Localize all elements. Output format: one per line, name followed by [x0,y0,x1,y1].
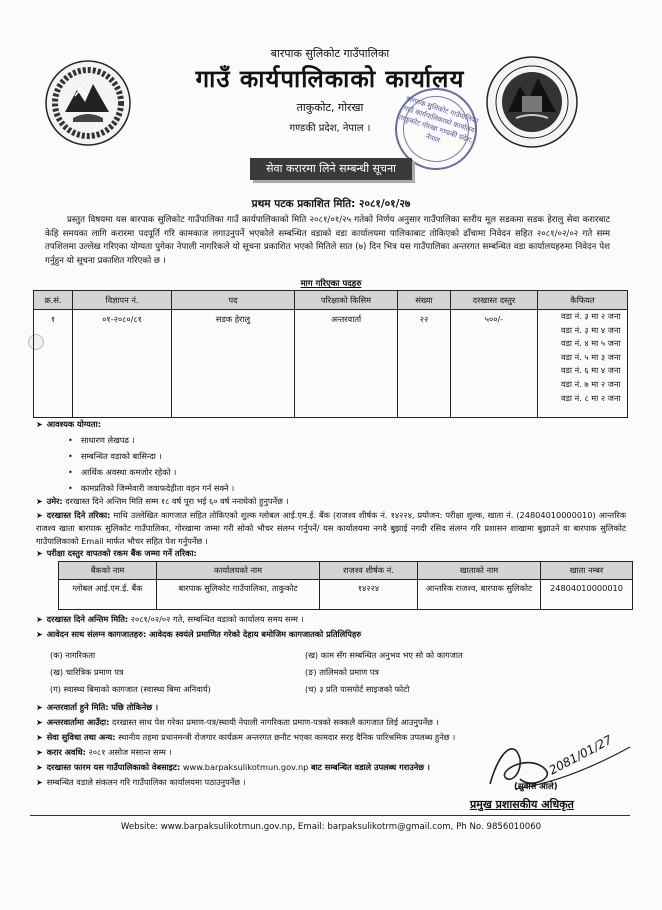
cell-sn: १ [34,310,73,418]
collection-note: ➤ सम्बन्धित वडाले संकलन गरि गाउँपालिका कार्यालयमा पठाउनुपर्नेछ । [36,777,246,787]
municipality-name: बारपाक सुलिकोट गाउँपालिका [270,47,390,60]
remark-line: वडा नं. ३ मा २ जना [561,311,621,321]
col-count: संख्या [398,291,451,310]
interview-date: ➤ अन्तरवार्ता हुने मिति: पछि तोकिनेछ । [36,702,159,712]
facilities: ➤ सेवा सुविधा तथा अन्य: स्थानीय तहमा प्रधानमन्त्री रोजगार कार्यक्रम अन्तरगत छनौट भएका कामदार सरह दैनिक पारिश्रमिक उपलब्ध हुनेछ । [36,732,456,742]
bank-col-office: कार्यालयको नाम [157,562,320,580]
remark-line: वडा नं. ३ मा ४ जना [561,324,621,335]
remark-line: वडा नं. ७ मा २ जना [561,378,621,389]
contract-period: ➤ करार अवधि: २०८१ असोज मसान्त सम्म । [36,747,172,757]
age-requirement: ➤ उमेर: दरखास्त दिने अन्तिम मिति सम्म १८ वर्ष पूरा भई ६० वर्ष ननाघेको हुनुपर्नेछ । [36,496,289,506]
municipality-logo-right-icon [486,56,578,148]
interview-note: ➤ अन्तरवार्तामा आउँदा: दरखास्त साथ पेश गरेका प्रमाण-पत्र/स्थायी नेपाली नागरिकता प्रमाण-पत्रको सक्कलै कागजात लिई आउनुपर्नेछ । [36,717,439,727]
notice-banner: सेवा करारमा लिने सम्बन्धी सूचना [250,158,412,180]
bank-header-row [59,562,633,580]
list-item: (ख) चारित्रिक प्रमाण पत्र [50,667,124,677]
cell-office: बारपाक सुलिकोट गाउँपालिका, ताकुकोट [157,580,320,610]
col-fee: दरखास्त दस्तुर [451,291,538,310]
positions-header-row [34,291,628,310]
list-item: • साधारण लेखपढ । [68,435,135,445]
office-title: गाउँ कार्यपालिकाको कार्यालय [195,65,465,93]
list-item: • कामप्रतिको जिम्मेवारी जवाफदेहीता वहन गर्न सक्ने । [68,483,235,493]
documents-heading: ➤ आवेदन साथ संलग्न कागजातहरु: आवेदक स्वयंले प्रमाणित गरेको देहाय बमोजिम कागजातको प्रतिलिपिहरु [36,629,362,639]
bank-col-bank: बैंकको नाम [59,562,157,580]
col-sn: क्र.सं. [34,291,73,310]
list-item: • आर्थिक अवस्था कमजोर रहेको । [68,467,177,477]
bank-table [58,561,633,610]
signatory-name: (सुवास आले) [514,782,558,792]
notice-body: प्रस्तुत विषयमा यस बारपाक सुलिकोट गाउँपालिका गाउँ कार्यपालिकाको मिति २०८१/०१/२५ गतेको निर्णय अनुसार गाउँपालिका स्तरीय मूल सडकमा सडक हेरालु सेवा करारबाट केहि समयका लागि करारमा पदपूर्ति गरि कामकाज लगाउनुपर्ने भएकोले सम्बन्धित वडाको वडा कार्यालयमा पालिकाबाट तोकिएको ढाँचामा निवेदन सहित २०८१/०२/०२ गते सम्म तपशिलमा उल्लेख गरिएका योग्यता पुगेका नेपाली नागरिकले यो सूचना प्रकाशित भएको मितिले सात (७) दिन भित्र यस गाउँपालिका अन्तरगत सम्बन्धित वडा कार्यालयहरुमा निवेदन पेश गर्नुहुन यो सूचना प्रकाशित गरिएको छ । [45,215,610,266]
bank-col-account-name: खाताको नाम [418,562,541,580]
col-post: पद [172,291,295,310]
cell-ad-no: ०१-२०८०/८१ [73,310,172,418]
nepal-emblem-left-icon [45,60,131,146]
remark-line: वडा नं. ८ मा २ जना [561,392,621,403]
remark-line: वडा नं. ५ मा ३ जना [561,351,621,362]
deadline: ➤ दरखास्त दिने अन्तिम मिति: २०८१/०२/०२ गते, सम्बन्धित वडाको कार्यालय समय सम्म । [36,614,304,624]
footer-contact: Website: www.barpaksulikotmun.gov.np, Email: barpaksulikotrm@gmail.com, Ph No. 9856010060 [120,822,542,832]
cell-fee: ५००/- [451,310,538,418]
bank-section-heading: ➤ परीक्षा दस्तुर वापतको रकम बैंक जम्मा गर्ने तरिका: [36,548,197,558]
cell-post: सडक हेरालु [172,310,295,418]
list-item: • सम्बन्धित वडाको बासिन्दा । [68,451,162,461]
application-method: ➤ दरखास्त दिने तरिका: माथि उल्लेखित कागजात सहित तोकिएको शुल्क ग्लोबल आई.एम.ई. बैंक (राजश्व शीर्षक नं. १४२२४, प्रयोजन: परीक्षा शुल्क, खाता नं. (24804010000010) आन्तरिक राजश्व खाता बारपाक सुलिकोट गाउँपालिका, गोरखामा जम्मा गरी सोको भौचर संलग्न गर्नुपर्ने/ यस कार्यालयमा नगदै बुझाई नगदी रसिद संलग्न गरि प्रशासन शाखामा बुझाउने वा बारपाक सुलिकोट गाउँपालिकाको Email मार्फत भौचर सहित पेश गर्नुपर्नेछ । [36,510,626,546]
form-availability: ➤ दरखास्त फारम यस गाउँपालिकाको वेबसाइट: www.barpaksulikotmun.gov.np बाट सम्बन्धित वडाले उपलब्ध गराउनेछ । [36,762,430,772]
footer-divider [30,815,630,816]
cell-count: २२ [398,310,451,418]
website-link[interactable]: www.barpaksulikotmun.gov.np [182,762,309,772]
qualifications-heading: ➤ आवश्यक योग्यता: [36,419,101,429]
bank-col-revenue: राजश्व शीर्षक नं. [320,562,418,580]
col-remarks: कैफियत [538,291,628,310]
col-exam: परिक्षाको किसिम [295,291,398,310]
handwritten-date: 2081/01/27 [546,732,615,778]
list-item: (ङ) तालिमको प्रमाण पत्र [305,667,379,677]
bank-col-account-no: खाता नम्बर [541,562,633,580]
demand-caption: माग गरिएका पदहरु [300,279,362,289]
office-province: गण्डकी प्रदेश, नेपाल । [289,123,371,134]
list-item: (ग) स्वास्थ्य बिमाको कागजात (स्वास्थ्य बिमा अनिवार्य) [50,684,211,694]
bullet-arrow-icon: ➤ [36,420,43,429]
table-row [59,580,633,610]
office-address: ताकुकोट, गोरखा [296,101,364,114]
stamp-text: बारपाक सुलिकोट गाउँपालिका गाउँ कार्यपालिकाको कार्यालय ताकुकोट गोरखा गण्डकी प्रदेश, नेपाल [397,94,480,145]
signatory-title: प्रमुख प्रशासकीय अधिकृत [470,798,574,811]
published-date: प्रथम पटक प्रकाशित मिति: २०८१/०१/२७ [251,198,411,210]
cell-remarks [538,310,628,418]
list-item: (ख) काम सँग सम्बन्धित अनुभव भए सो को कागजात [305,650,463,660]
cell-bank: ग्लोबल आई.एम.ई. बैंक [59,580,157,610]
positions-table [33,290,628,418]
list-item: (क) नागरिकता [50,650,96,660]
cell-revenue: १४२२४ [320,580,418,610]
cell-account-name: आन्तरिक राजश्व, बारपाक सुलिकोट [418,580,541,610]
list-item: (च) ३ प्रति पासपोर्ट साइजको फोटो [305,684,410,694]
col-ad-no: विज्ञापन नं. [73,291,172,310]
cell-exam: अन्तरवार्ता [295,310,398,418]
table-row [34,310,628,418]
remark-line: वडा नं. ४ मा ५ जना [561,338,621,349]
remark-line: वडा नं. ६ मा ४ जना [561,365,621,376]
cell-account-no: 24804010000010 [541,580,633,610]
